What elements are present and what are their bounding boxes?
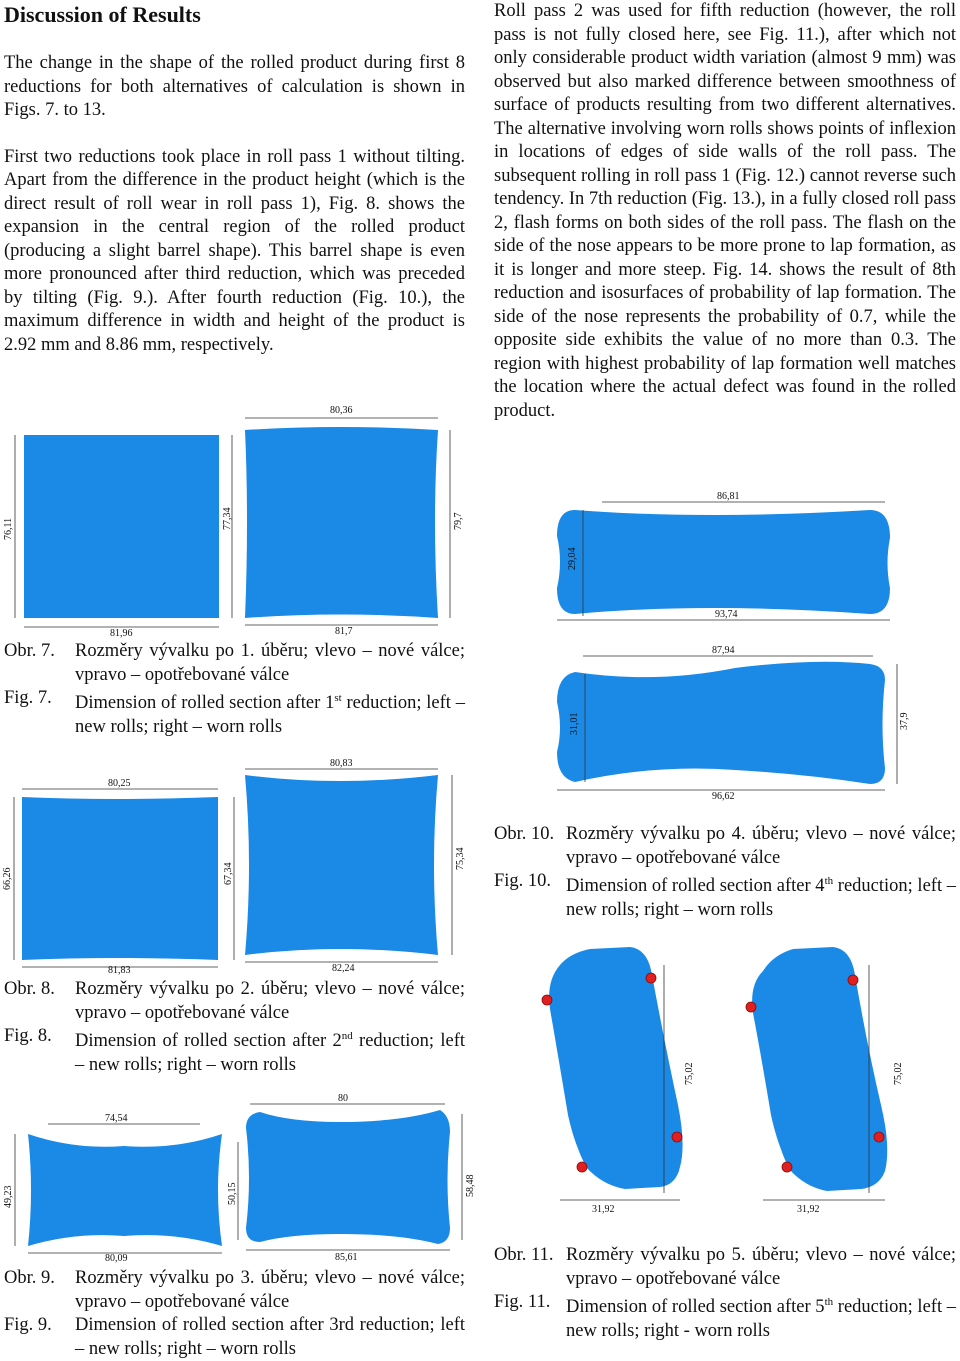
fig9-left-section bbox=[0, 1110, 245, 1265]
fig11-left-section bbox=[530, 935, 730, 1225]
fig8-caption: Obr. 8. Rozměry vývalku po 2. úběru; vlevo – nové válce; vpravo – opotřebované válce Fig. 8. Dimension of rolled section after 2nd reduction; left – new rolls; right – worn rolls bbox=[4, 979, 465, 1075]
fig9-right-shape bbox=[246, 1110, 450, 1244]
fig7-caption: Obr. 7. Rozměry vývalku po 1. úběru; vlevo – nové válce; vpravo – opotřebované válce Fig. 7. Dimension of rolled section after 1st reduction; left – new rolls; right – worn rolls bbox=[4, 641, 465, 737]
fig10-bottom-height-left: 31,01 bbox=[569, 712, 580, 735]
fig10-top-bottom: 93,74 bbox=[715, 609, 738, 620]
fig10-top-width: 86,81 bbox=[717, 491, 740, 502]
fig9-right-top: 80 bbox=[338, 1093, 348, 1104]
fig7-left-height-right: 77,34 bbox=[222, 507, 233, 530]
fig11-left-marker-2 bbox=[542, 995, 552, 1005]
fig7-left-shape bbox=[24, 435, 219, 618]
fig7-right-shape bbox=[245, 427, 438, 618]
fig11-right-section bbox=[735, 935, 935, 1225]
fig7-left-section bbox=[0, 400, 245, 640]
fig9-caption: Obr. 9. Rozměry vývalku po 3. úběru; vlevo – nové válce; vpravo – opotřebované válce Fig. 9. Dimension of rolled section after 3rd reduction; left – new rolls; right – worn rolls bbox=[4, 1268, 465, 1359]
fig11-right-shape bbox=[752, 947, 887, 1191]
fig10-bottom-height-right: 37,9 bbox=[899, 712, 910, 730]
fig7-right-section bbox=[240, 400, 470, 640]
right-text-column bbox=[494, 0, 956, 446]
fig10-bottom-section bbox=[545, 640, 915, 800]
fig8-right-height: 75,34 bbox=[455, 847, 466, 870]
fig10-top-height: 29,04 bbox=[567, 547, 578, 570]
fig7-left-height-left: 76,11 bbox=[3, 517, 14, 540]
left-text-column bbox=[4, 52, 465, 380]
fig10-caption: Obr. 10. Rozměry vývalku po 4. úběru; vlevo – nové válce; vpravo – opotřebované válce Fig. 10. Dimension of rolled section after 4th reduction; left – new rolls; right – worn rolls bbox=[494, 824, 956, 920]
fig11-right-marker-1 bbox=[848, 975, 858, 985]
fig11-caption: Obr. 11. Rozměry vývalku po 5. úběru; vlevo – nové válce; vpravo – opotřebované válce Fig. 11. Dimension of rolled section after 5th reduction; left – new rolls; right - worn rolls bbox=[494, 1245, 956, 1341]
fig11-right-bottom: 31,92 bbox=[797, 1204, 820, 1215]
fig10-bottom-bottom: 96,62 bbox=[712, 791, 735, 802]
fig9-left-height-left: 49,23 bbox=[3, 1185, 14, 1208]
fig11-left-shape bbox=[549, 947, 682, 1189]
fig9-left-height-right: 50,15 bbox=[227, 1182, 238, 1205]
fig11-left-height: 75,02 bbox=[684, 1062, 695, 1085]
fig7-left-bottom: 81,96 bbox=[110, 628, 133, 639]
fig9-left-top: 74,54 bbox=[105, 1113, 128, 1124]
fig10-top-section bbox=[545, 488, 915, 628]
fig8-right-shape bbox=[245, 775, 438, 955]
section-heading: Discussion of Results bbox=[4, 2, 201, 27]
fig7-right-top: 80,36 bbox=[330, 405, 353, 416]
fig11-left-marker-1 bbox=[646, 973, 656, 983]
fig7-right-bottom: 81,7 bbox=[335, 626, 353, 637]
fig8-left-shape bbox=[22, 797, 218, 960]
fig9-right-bottom: 85,61 bbox=[335, 1252, 358, 1263]
paragraph-1: The change in the shape of the rolled product during first 8 reductions for both alternatives of calculation is shown in Figs. 7. to 13. bbox=[4, 53, 465, 120]
fig8-left-height-left: 66,26 bbox=[2, 867, 13, 890]
fig11-right-marker-3 bbox=[874, 1132, 884, 1142]
fig9-left-shape bbox=[28, 1134, 222, 1246]
fig8-left-section bbox=[0, 775, 245, 975]
fig9-right-section bbox=[240, 1092, 476, 1267]
paragraph-2: First two reductions took place in roll pass 1 without tilting. Apart from the difference in the product height (which is the direct result of roll wear in roll pass 1), Fig. 8. shows the expansion in the central region of the rolled product (producing a slight barrel shape). This barrel shape is even more pronounced after third reduction, which was preceded by tilting (Fig. 9.). After fourth reduction (Fig. 10.), the maximum difference in width and height of the product is 2.92 mm and 8.86 mm, respectively. bbox=[4, 146, 465, 355]
fig8-right-top: 80,83 bbox=[330, 758, 353, 769]
fig10-bottom-shape bbox=[557, 662, 885, 784]
fig9-left-bottom: 80,09 bbox=[105, 1253, 128, 1264]
fig11-right-height: 75,02 bbox=[893, 1062, 904, 1085]
fig8-left-bottom: 81,83 bbox=[108, 965, 131, 976]
fig8-right-section bbox=[240, 755, 470, 975]
fig9-right-height: 58,48 bbox=[465, 1174, 476, 1197]
fig8-left-height-right: 67,34 bbox=[223, 862, 234, 885]
fig11-left-bottom: 31,92 bbox=[592, 1204, 615, 1215]
paragraph-3: Roll pass 2 was used for fifth reduction (however, the roll pass is not fully closed here, see Fig. 11.), after which not only considerable product width variation (almost 9 mm) was observed but also marked difference between smoothness of surface of products resulting from two different alternatives. The alternative involving worn rolls shows points of inflexion in locations of edges of side walls of the roll pass. The subsequent rolling in roll pass 1 (Fig. 12.) cannot reverse such tendency. In 7th reduction (Fig. 13.), in a fully closed roll pass 2, flash forms on both sides of the roll pass. The flash on the side of the nose appears to be more prone to lap formation, as it is longer and more steep. Fig. 14. shows the result of 8th reduction and isosurfaces of probability of lap formation. The side of the nose represents the probability of 0.7, while the opposite side exhibits the value of no more than 0.3. The region with highest probability of lap formation well matches the location where the actual defect was found in the rolled product. bbox=[494, 1, 956, 421]
fig11-left-marker-4 bbox=[577, 1162, 587, 1172]
fig8-left-top: 80,25 bbox=[108, 778, 131, 789]
fig11-right-marker-2 bbox=[746, 1002, 756, 1012]
fig11-left-marker-3 bbox=[672, 1132, 682, 1142]
fig8-right-bottom: 82,24 bbox=[332, 963, 355, 974]
fig7-right-height: 79,7 bbox=[453, 512, 464, 530]
fig10-bottom-width: 87,94 bbox=[712, 645, 735, 656]
fig11-right-marker-4 bbox=[782, 1162, 792, 1172]
fig10-top-shape bbox=[557, 510, 890, 614]
